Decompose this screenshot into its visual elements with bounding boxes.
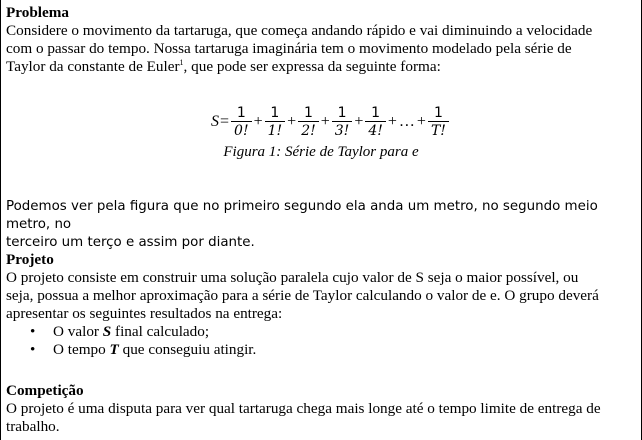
problema-text: Taylor da constante de Euler [6, 58, 180, 75]
term-denominator: 1! [265, 121, 286, 140]
section-projeto [6, 251, 635, 359]
term-denominator: 4! [365, 121, 386, 140]
formula-plus: + [320, 113, 330, 130]
term-numerator: 1 [270, 104, 280, 121]
section-heading-problema: Problema [6, 4, 69, 21]
item-text: final calculado; [111, 323, 210, 340]
results-list [6, 323, 635, 359]
item-symbol: S [102, 323, 112, 340]
term-numerator: 1 [337, 104, 347, 121]
projeto-line: seja, possua a melhor aproximação para a série de Taylor calculando o valor de e. O grupo deverá [6, 287, 599, 304]
term-numerator: 1 [236, 104, 246, 121]
problema-line: Considere o movimento da tartaruga, que começa andando rápido e vai diminuindo a velocidade [6, 22, 593, 39]
formula-plus: + [287, 113, 297, 130]
formula-term [298, 105, 319, 140]
term-numerator: 1 [433, 104, 443, 121]
term-numerator: 1 [371, 104, 381, 121]
competicao-paragraph [6, 400, 635, 436]
section-competicao [6, 382, 635, 436]
formula-equals: = [220, 113, 230, 130]
term-denominator: 0! [231, 121, 252, 140]
section-heading-competicao: Competição [6, 382, 84, 399]
competicao-line: O projeto é uma disputa para ver qual tartaruga chega mais longe até o tempo limite de entrega de [6, 400, 601, 417]
item-text: O valor [53, 323, 103, 340]
formula-term [265, 105, 286, 140]
problema-paragraph [6, 22, 635, 76]
problema-line [6, 58, 635, 76]
footnote-marker: 1 [179, 58, 184, 67]
formula-term [231, 105, 252, 140]
item-symbol: T [109, 341, 119, 358]
formula-plus: + [253, 113, 263, 130]
section-problema [6, 4, 635, 76]
item-text: O tempo [53, 341, 110, 358]
projeto-paragraph [6, 269, 635, 323]
term-denominator: 3! [332, 121, 353, 140]
section-heading-projeto: Projeto [6, 251, 54, 268]
observation-line: terceiro um terço e assim por diante. [6, 235, 255, 250]
problema-text: , que pode ser expressa da seguinte forma: [183, 58, 441, 75]
projeto-line: O projeto consiste em construir uma solução paralela cujo valor de S seja o maior possível, ou [6, 269, 579, 286]
term-denominator: T! [428, 121, 449, 140]
figure-caption: Figura 1: Série de Taylor para e [223, 144, 419, 160]
term-numerator: 1 [304, 104, 313, 121]
list-item [6, 323, 635, 341]
item-text: que conseguiu atingir. [118, 341, 257, 358]
formula-term [332, 105, 353, 140]
formula-ellipsis: … [398, 113, 415, 130]
competicao-line: trabalho. [6, 418, 60, 435]
term-denominator: 2! [298, 121, 319, 140]
formula-lhs: S [211, 113, 219, 130]
taylor-series-formula [211, 102, 450, 142]
list-item [6, 341, 635, 359]
formula-plus: + [416, 113, 426, 130]
bullet: • [30, 341, 36, 358]
projeto-line: apresentar os seguintes resultados na entrega: [6, 305, 283, 322]
formula-plus: + [387, 113, 397, 130]
problema-line: com o passar do tempo. Nossa tartaruga imaginária tem o movimento modelado pela série de [6, 40, 572, 57]
formula-term [365, 105, 386, 140]
formula-term-last [428, 105, 449, 140]
formula-plus: + [354, 113, 364, 130]
bullet: • [30, 323, 36, 340]
observation-paragraph [6, 198, 635, 252]
observation-line: Podemos ver pela figura que no primeiro segundo ela anda um metro, no segundo meio metro, no [6, 199, 598, 232]
